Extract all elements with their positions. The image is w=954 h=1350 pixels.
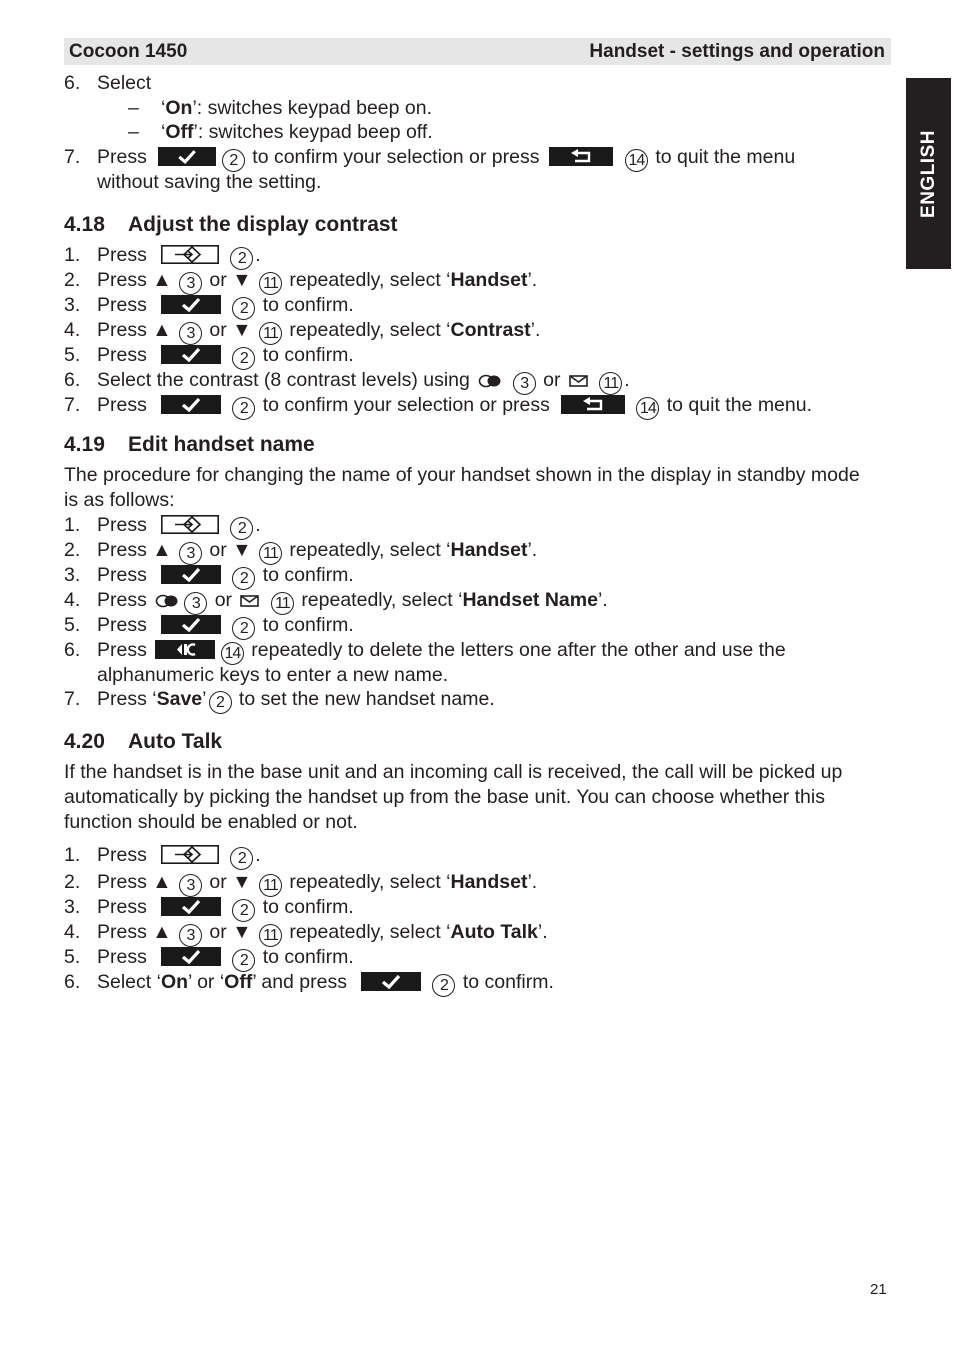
up-arrow-icon: ▲	[152, 319, 172, 341]
down-arrow-icon: ▼	[232, 871, 252, 893]
key-number-2: 2	[232, 899, 255, 922]
up-arrow-icon: ▲	[152, 871, 172, 893]
up-arrow-icon: ▲	[152, 921, 172, 943]
key-number-3: 3	[179, 924, 202, 947]
key-number-2: 2	[230, 517, 253, 540]
menu-diamond-softkey-icon	[161, 845, 219, 864]
key-number-3: 3	[179, 874, 202, 897]
key-number-11: 11	[271, 592, 294, 615]
key-number-2: 2	[232, 397, 255, 420]
key-number-2: 2	[432, 974, 455, 997]
section-heading: 4.19 Edit handset name	[64, 433, 315, 456]
down-arrow-icon: ▼	[232, 319, 252, 341]
key-number-3: 3	[179, 542, 202, 565]
checkmark-softkey-icon	[361, 972, 421, 991]
product-title: Cocoon 1450	[69, 41, 188, 62]
key-number-3: 3	[513, 372, 536, 395]
page-header	[64, 38, 891, 65]
key-number-2: 2	[232, 617, 255, 640]
menu-diamond-softkey-icon	[161, 515, 219, 534]
key-number-11: 11	[259, 924, 282, 947]
checkmark-softkey-icon	[161, 565, 221, 584]
key-number-2: 2	[232, 567, 255, 590]
key-number-2: 2	[232, 949, 255, 972]
down-arrow-icon: ▼	[232, 921, 252, 943]
up-arrow-icon: ▲	[152, 269, 172, 291]
section-heading: 4.18 Adjust the display contrast	[64, 213, 398, 236]
key-number-2: 2	[232, 347, 255, 370]
key-number-11: 11	[599, 372, 622, 395]
checkmark-softkey-icon	[161, 395, 221, 414]
down-arrow-icon: ▼	[232, 269, 252, 291]
key-number-11: 11	[259, 272, 282, 295]
checkmark-softkey-icon	[161, 615, 221, 634]
language-tab-label: ENGLISH	[917, 129, 939, 218]
key-number-2: 2	[222, 149, 245, 172]
key-number-3: 3	[179, 322, 202, 345]
key-number-2: 2	[232, 297, 255, 320]
key-number-14: 14	[625, 149, 648, 172]
phonebook-oval-icon	[478, 374, 502, 388]
return-arrow-softkey-icon	[549, 147, 613, 166]
page-number: 21	[870, 1281, 887, 1298]
down-arrow-icon: ▼	[232, 539, 252, 561]
checkmark-softkey-icon	[158, 147, 216, 166]
clear-backspace-softkey-icon	[155, 640, 215, 659]
key-number-11: 11	[259, 542, 282, 565]
menu-diamond-softkey-icon	[161, 245, 219, 264]
key-number-11: 11	[259, 322, 282, 345]
section-heading: 4.20 Auto Talk	[64, 730, 223, 753]
language-tab	[906, 78, 951, 269]
up-arrow-icon: ▲	[152, 539, 172, 561]
checkmark-softkey-icon	[161, 345, 221, 364]
checkmark-softkey-icon	[161, 947, 221, 966]
key-number-14: 14	[636, 397, 659, 420]
phonebook-oval-icon	[155, 594, 179, 608]
key-number-3: 3	[179, 272, 202, 295]
checkmark-softkey-icon	[161, 897, 221, 916]
envelope-icon	[240, 594, 260, 608]
key-number-2: 2	[230, 247, 253, 270]
key-number-14: 14	[221, 642, 244, 665]
return-arrow-softkey-icon	[561, 395, 625, 414]
key-number-11: 11	[259, 874, 282, 897]
envelope-icon	[569, 374, 589, 388]
key-number-2: 2	[209, 691, 232, 714]
checkmark-softkey-icon	[161, 295, 221, 314]
key-number-3: 3	[184, 592, 207, 615]
section-title: Handset - settings and operation	[589, 41, 885, 62]
key-number-2: 2	[230, 847, 253, 870]
